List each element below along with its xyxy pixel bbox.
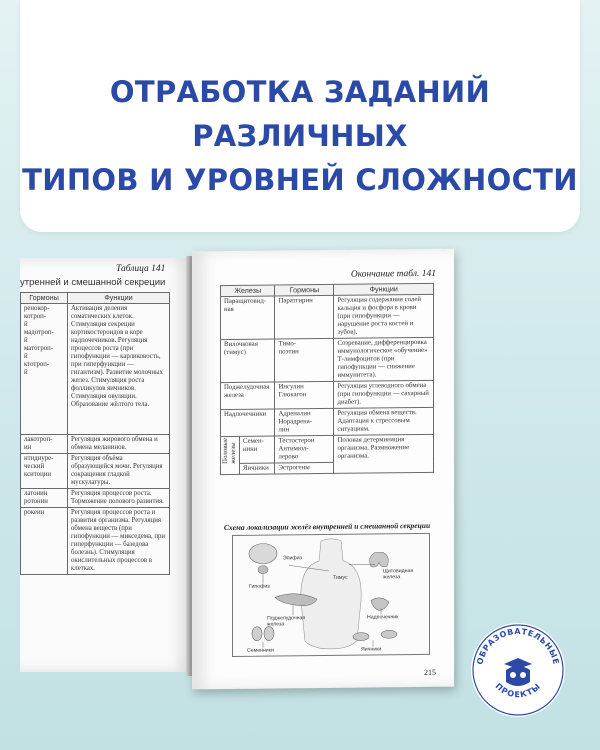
table-cell-gland: Вилочковая (тимус) <box>221 339 275 383</box>
left-table-caption: Таблица 141 <box>116 264 166 274</box>
table-row <box>21 454 170 489</box>
right-hormone-table <box>220 283 434 475</box>
right-col-header-hormones: Гормоны <box>275 284 334 296</box>
table-cell-hormone: Адреналин Норадрена- лин <box>275 408 334 436</box>
table-cell-function: Созревание, дифференцировка иммунологическое «обучение» Т-лимфоцитов (при гипофункции — снижение иммунитета). <box>334 337 434 381</box>
table-row <box>221 337 434 382</box>
table-cell-hormone: Паратгирин <box>275 295 334 339</box>
figure-label-epiphysis: Эпифиз <box>283 555 302 562</box>
open-book <box>20 250 440 680</box>
headline-line-2: ТИПОВ И УРОВНЕЙ СЛОЖНОСТИ <box>22 163 578 197</box>
badge-text-top: ОБРАЗОВАТЕЛЬНЫЕ <box>475 626 561 666</box>
book-right-page <box>192 249 454 690</box>
sex-glands-label: Половые железы <box>222 437 237 464</box>
publisher-badge <box>468 620 568 720</box>
table-cell-functions: Активация деления соматических клеток. Стимуляция секреции кортикостероидов в коре надпочечников. Регуляция процессов роста (при гипофункции — карликовость, при гиперфункции — гигантизм). Развитие молочных желез. Стимуляция роста фолликулов яичников. Стимуляция овуляции. Образование жёлтого тела. <box>68 304 170 435</box>
table-row <box>221 407 434 436</box>
figure-label-hypophysis: Гипофиз <box>249 583 270 590</box>
page-number: 215 <box>424 667 436 677</box>
table-cell-gland: Поджелудочная железа <box>221 382 275 410</box>
table-cell-function: Регуляция обмена веществ. Адаптация к стрессовым ситуациям. <box>334 407 434 435</box>
gland-illustration <box>233 534 429 656</box>
figure-label-ovaries: Яичники <box>361 646 382 653</box>
table-cell-hormones: ренокор- котроп- й мадотроп- й матотроп- й ктотроп- й <box>21 304 68 435</box>
badge-text-bottom: ПРОЕКТЫ <box>493 681 543 700</box>
left-page-subtitle: утренней и смешанной секреции <box>20 277 166 288</box>
right-col-header-glands: Железы <box>221 285 275 297</box>
right-col-header-functions: Функции <box>334 283 434 295</box>
left-col-header-hormones: Гормоны <box>21 293 68 304</box>
table-cell-function: Регуляция содержания солей кальция и фосфора в крови (при гипофункции — нарушение роста костей и зубов). <box>334 294 434 338</box>
table-cell-gland: Яичники <box>240 463 275 474</box>
table-cell-functions: Регуляция процессов роста. Торможение полового развития. <box>68 489 170 508</box>
table-cell-hormones: нтидиуре- ческий кситоцин <box>21 454 68 489</box>
table-row <box>221 380 434 409</box>
table-cell-gland: Надпочечники <box>221 409 275 437</box>
table-cell-hormones: латонин ротонин <box>21 489 68 508</box>
table-cell-hormones: рокеин <box>21 508 68 575</box>
owl-icon <box>504 658 532 686</box>
figure-label-testes: Семенники <box>247 647 274 654</box>
table-cell-functions: Регуляция процессов роста и развития организма. Регуляция обмена веществ (при гипофункции — микседема, при гиперфункции — базедова болезнь). Стимуляция окислительных процессов в клетках. <box>68 508 170 575</box>
headline-line-1: ОТРАБОТКА ЗАДАНИЙ РАЗЛИЧНЫХ <box>109 75 491 153</box>
right-table-caption: Окончание табл. 141 <box>350 268 436 280</box>
table-row <box>21 489 170 508</box>
table-cell-hormone: Инсулин Глюкагон <box>275 381 334 409</box>
table-cell-hormone: Тестостерон Антимюл- лерово <box>275 435 334 463</box>
table-cell-hormone: Тимо- поэтин <box>275 338 334 382</box>
table-cell-functions: Регуляция жирового обмена и обмена меланинов. <box>68 435 170 454</box>
headline <box>20 70 580 202</box>
gland-figure <box>232 533 430 657</box>
badge-seal <box>468 620 568 720</box>
table-cell-function: Регуляция углеводного обмена (при гипофункции — сахарный диабет). <box>334 380 434 408</box>
table-cell-sex-glands <box>221 436 240 474</box>
scheme-block <box>220 521 434 657</box>
figure-label-thyroid: Щитовидная железа <box>383 568 414 581</box>
table-cell-hormones: лакотроп- ин <box>21 435 68 454</box>
table-cell-functions: Регуляция объёма образующейся мочи. Регуляция сокращения гладкой мускулатуры. <box>68 454 170 489</box>
figure-label-pancreas: Поджелудочная железа <box>267 615 306 628</box>
left-hormone-table <box>20 292 170 575</box>
table-row <box>221 434 434 463</box>
table-cell-gland: Паращитовид- ная <box>221 296 275 340</box>
headline-card <box>20 0 580 232</box>
table-row <box>221 294 434 339</box>
table-row <box>21 508 170 575</box>
table-cell-gland: Семен- ники <box>240 436 275 463</box>
left-col-header-functions: Функции <box>68 293 170 304</box>
table-cell-function: Половая детерминация организма. Размножение организма. <box>334 434 434 473</box>
table-cell-hormone: Эстрогены <box>275 462 334 474</box>
figure-label-adrenal: Надпочечник <box>367 614 399 621</box>
table-row <box>21 435 170 454</box>
table-row <box>21 304 170 435</box>
book-left-page <box>20 258 190 672</box>
figure-label-thymus: Тимус <box>333 574 348 581</box>
scheme-title: Схема локализации желёз внутренней и смешанной секреции <box>223 520 431 533</box>
